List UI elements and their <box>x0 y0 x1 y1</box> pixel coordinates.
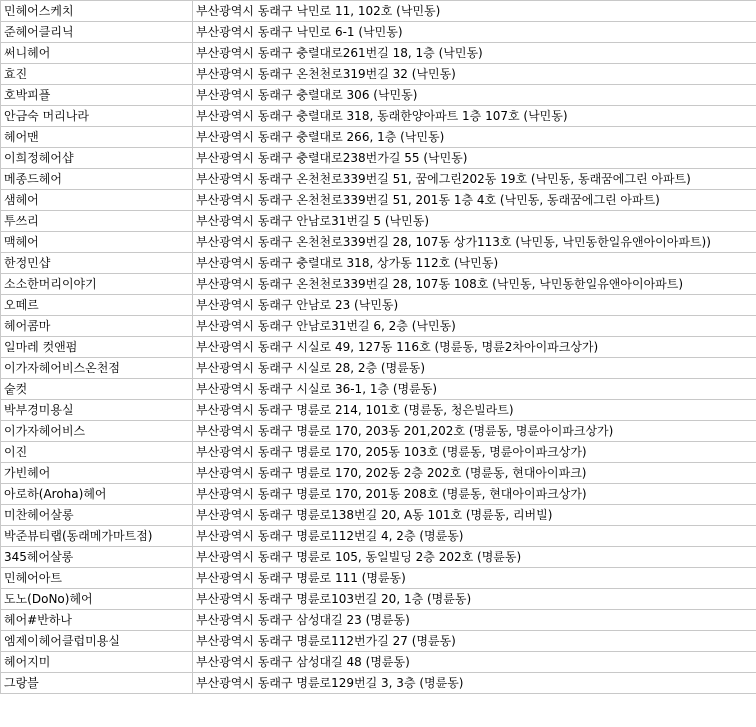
salon-name-cell[interactable]: 헤어#반하나 <box>1 610 193 631</box>
address-cell[interactable]: 부산광역시 동래구 안남로31번길 6, 2층 (낙민동) <box>193 316 756 337</box>
salon-name-cell[interactable]: 헤어콤마 <box>1 316 193 337</box>
salon-name-cell[interactable]: 헤어맨 <box>1 127 193 148</box>
address-cell[interactable]: 부산광역시 동래구 온천천로339번길 28, 107동 상가113호 (낙민동, 낙민동한일유앤아이아파트)) <box>193 232 756 253</box>
salon-name-cell[interactable]: 숱컷 <box>1 379 193 400</box>
address-cell[interactable]: 부산광역시 동래구 명륜로129번길 3, 3층 (명륜동) <box>193 673 756 694</box>
table-row <box>1 337 756 358</box>
address-cell[interactable]: 부산광역시 동래구 삼성대길 48 (명륜동) <box>193 652 756 673</box>
table-row <box>1 274 756 295</box>
salon-name-cell[interactable]: 이가자헤어비스 <box>1 421 193 442</box>
table-row <box>1 463 756 484</box>
salon-name-cell[interactable]: 이희정헤어샵 <box>1 148 193 169</box>
salon-name-cell[interactable]: 메종드헤어 <box>1 169 193 190</box>
salon-name-cell[interactable]: 박부경미용실 <box>1 400 193 421</box>
table-row <box>1 379 756 400</box>
salon-name-cell[interactable]: 써니헤어 <box>1 43 193 64</box>
salon-name-cell[interactable]: 맥헤어 <box>1 232 193 253</box>
salon-name-cell[interactable]: 이진 <box>1 442 193 463</box>
table-row <box>1 631 756 652</box>
table-row <box>1 442 756 463</box>
table-row <box>1 85 756 106</box>
address-cell[interactable]: 부산광역시 동래구 온천천로339번길 51, 201동 1층 4호 (낙민동, 동래꿈에그린 아파트) <box>193 190 756 211</box>
table-row <box>1 673 756 694</box>
salon-name-cell[interactable]: 엠제이헤어클럽미용실 <box>1 631 193 652</box>
address-cell[interactable]: 부산광역시 동래구 삼성대길 23 (명륜동) <box>193 610 756 631</box>
salon-name-cell[interactable]: 한정민샵 <box>1 253 193 274</box>
address-cell[interactable]: 부산광역시 동래구 명륜로 170, 201동 208호 (명륜동, 현대아이파크상가) <box>193 484 756 505</box>
address-cell[interactable]: 부산광역시 동래구 온천천로339번길 51, 꿈에그린202동 19호 (낙민동, 동래꿈에그린 아파트) <box>193 169 756 190</box>
table-row <box>1 526 756 547</box>
table-row <box>1 64 756 85</box>
address-cell[interactable]: 부산광역시 동래구 낙민로 11, 102호 (낙민동) <box>193 1 756 22</box>
address-cell[interactable]: 부산광역시 동래구 온천천로339번길 28, 107동 108호 (낙민동, 낙민동한일유앤아이아파트) <box>193 274 756 295</box>
table-row <box>1 190 756 211</box>
address-cell[interactable]: 부산광역시 동래구 안남로 23 (낙민동) <box>193 295 756 316</box>
salon-name-cell[interactable]: 그랑블 <box>1 673 193 694</box>
salon-name-cell[interactable]: 박준뷰티랩(동래메가마트점) <box>1 526 193 547</box>
salon-name-cell[interactable]: 샘헤어 <box>1 190 193 211</box>
address-cell[interactable]: 부산광역시 동래구 명륜로112번길 4, 2층 (명륜동) <box>193 526 756 547</box>
address-cell[interactable]: 부산광역시 동래구 시실로 28, 2층 (명륜동) <box>193 358 756 379</box>
table-row <box>1 400 756 421</box>
table-row <box>1 43 756 64</box>
address-cell[interactable]: 부산광역시 동래구 충렬대로 318, 상가동 112호 (낙민동) <box>193 253 756 274</box>
salon-name-cell[interactable]: 효진 <box>1 64 193 85</box>
table-row <box>1 127 756 148</box>
address-cell[interactable]: 부산광역시 동래구 시실로 36-1, 1층 (명륜동) <box>193 379 756 400</box>
table-row <box>1 316 756 337</box>
address-cell[interactable]: 부산광역시 동래구 명륜로 170, 205동 103호 (명륜동, 명륜아이파크상가) <box>193 442 756 463</box>
table-row <box>1 232 756 253</box>
address-cell[interactable]: 부산광역시 동래구 명륜로103번길 20, 1층 (명륜동) <box>193 589 756 610</box>
address-cell[interactable]: 부산광역시 동래구 온천천로319번길 32 (낙민동) <box>193 64 756 85</box>
salon-name-cell[interactable]: 투쓰리 <box>1 211 193 232</box>
salon-name-cell[interactable]: 헤어지미 <box>1 652 193 673</box>
salon-name-cell[interactable]: 345헤어살롱 <box>1 547 193 568</box>
table-row <box>1 1 756 22</box>
address-cell[interactable]: 부산광역시 동래구 명륜로 105, 동일빌딩 2층 202호 (명륜동) <box>193 547 756 568</box>
table-row <box>1 106 756 127</box>
table-row <box>1 421 756 442</box>
address-cell[interactable]: 부산광역시 동래구 명륜로 170, 202동 2층 202호 (명륜동, 현대아이파크) <box>193 463 756 484</box>
table-row <box>1 610 756 631</box>
address-cell[interactable]: 부산광역시 동래구 충렬대로 318, 동래한양아파트 1층 107호 (낙민동) <box>193 106 756 127</box>
address-cell[interactable]: 부산광역시 동래구 시실로 49, 127동 116호 (명륜동, 명륜2차아이파크상가) <box>193 337 756 358</box>
table-row <box>1 358 756 379</box>
address-cell[interactable]: 부산광역시 동래구 충렬대로238번가길 55 (낙민동) <box>193 148 756 169</box>
salon-name-cell[interactable]: 민헤어아트 <box>1 568 193 589</box>
address-cell[interactable]: 부산광역시 동래구 충렬대로 266, 1층 (낙민동) <box>193 127 756 148</box>
salon-name-cell[interactable]: 준헤어클리닉 <box>1 22 193 43</box>
table-row <box>1 169 756 190</box>
table-row <box>1 547 756 568</box>
address-cell[interactable]: 부산광역시 동래구 명륜로138번길 20, A동 101호 (명륜동, 리버빌) <box>193 505 756 526</box>
salon-name-cell[interactable]: 아로하(Aroha)헤어 <box>1 484 193 505</box>
table-row <box>1 253 756 274</box>
address-cell[interactable]: 부산광역시 동래구 명륜로 214, 101호 (명륜동, 청은빌라트) <box>193 400 756 421</box>
table-row <box>1 589 756 610</box>
table-row <box>1 484 756 505</box>
address-cell[interactable]: 부산광역시 동래구 명륜로 170, 203동 201,202호 (명륜동, 명륜아이파크상가) <box>193 421 756 442</box>
table-row <box>1 505 756 526</box>
salon-name-cell[interactable]: 호박피플 <box>1 85 193 106</box>
salon-name-cell[interactable]: 소소한머리이야기 <box>1 274 193 295</box>
salon-name-cell[interactable]: 이가자헤어비스온천점 <box>1 358 193 379</box>
address-cell[interactable]: 부산광역시 동래구 충렬대로261번길 18, 1층 (낙민동) <box>193 43 756 64</box>
salon-name-cell[interactable]: 도노(DoNo)헤어 <box>1 589 193 610</box>
salon-name-cell[interactable]: 미찬헤어살롱 <box>1 505 193 526</box>
salon-name-cell[interactable]: 민헤어스케치 <box>1 1 193 22</box>
spreadsheet-body <box>1 1 756 694</box>
salon-name-cell[interactable]: 일마레 컷앤펌 <box>1 337 193 358</box>
table-row <box>1 568 756 589</box>
address-cell[interactable]: 부산광역시 동래구 충렬대로 306 (낙민동) <box>193 85 756 106</box>
table-row <box>1 652 756 673</box>
address-cell[interactable]: 부산광역시 동래구 명륜로 111 (명륜동) <box>193 568 756 589</box>
salon-name-cell[interactable]: 안금숙 머리나라 <box>1 106 193 127</box>
table-row <box>1 148 756 169</box>
table-row <box>1 295 756 316</box>
address-cell[interactable]: 부산광역시 동래구 낙민로 6-1 (낙민동) <box>193 22 756 43</box>
table-row <box>1 211 756 232</box>
table-row <box>1 22 756 43</box>
address-cell[interactable]: 부산광역시 동래구 안남로31번길 5 (낙민동) <box>193 211 756 232</box>
address-cell[interactable]: 부산광역시 동래구 명륜로112번가길 27 (명륜동) <box>193 631 756 652</box>
salon-name-cell[interactable]: 가빈헤어 <box>1 463 193 484</box>
salon-name-cell[interactable]: 오떼르 <box>1 295 193 316</box>
